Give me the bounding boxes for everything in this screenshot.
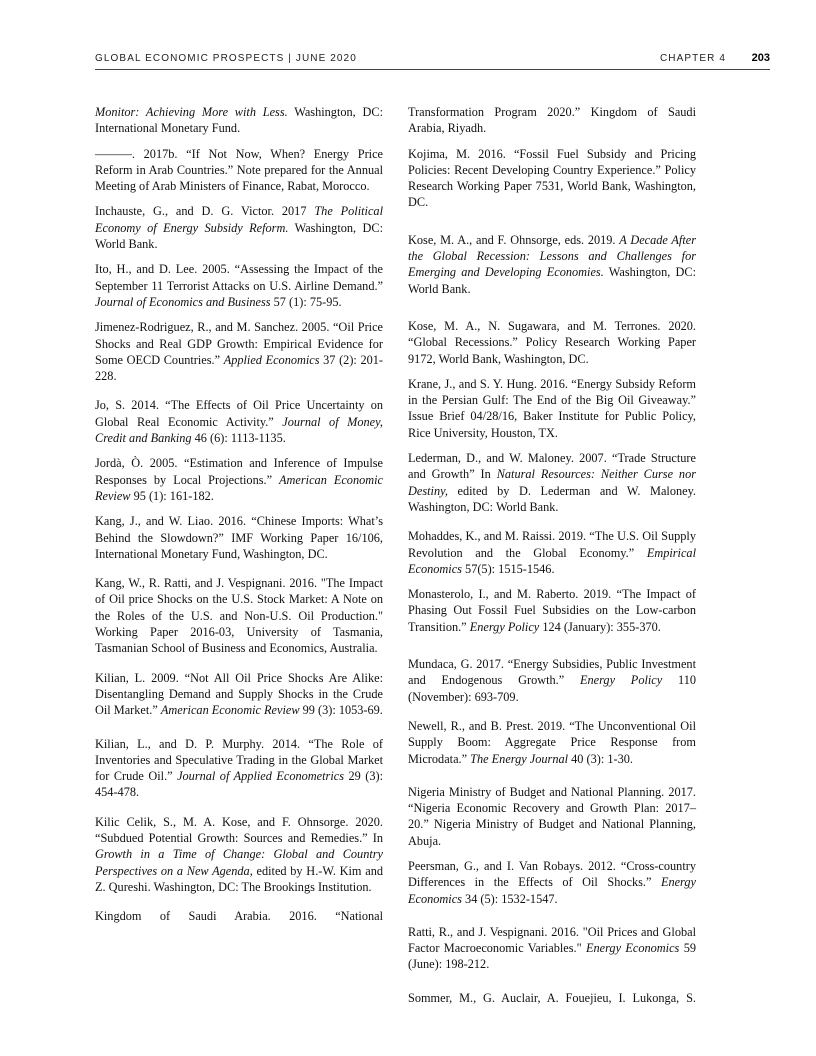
reference-title-italic: Energy Policy bbox=[579, 673, 663, 688]
reference-text: Sommer, M., G. Auclair, A. Fouejieu, I. Lukonga, S. bbox=[408, 990, 696, 1005]
reference-text: Kingdom of Saudi Arabia. 2016. “National bbox=[95, 909, 383, 924]
references-left-column bbox=[95, 95, 383, 924]
reference-text: Ratti, R., and J. Vespignani. 2016. "Oil Prices and Global Factor Macroeconomic Variables." bbox=[408, 924, 696, 956]
reference-entry bbox=[408, 528, 696, 577]
reference-title-italic: American Economic Review bbox=[160, 703, 300, 718]
page-number: 203 bbox=[751, 52, 770, 64]
reference-text: Inchauste, G., and D. G. Victor. 2017 bbox=[95, 204, 315, 219]
reference-text: Washington, DC: World Bank. bbox=[95, 220, 383, 252]
reference-text: Newell, R., and B. Prest. 2019. “The Unconventional Oil Supply Boom: Aggregate Price Response from Microdata.” bbox=[408, 718, 696, 766]
reference-text: 57 (1): 75-95. bbox=[270, 294, 342, 309]
reference-entry bbox=[95, 455, 383, 504]
reference-text: Kilic Celik, S., M. A. Kose, and F. Ohnsorge. 2020. “Subdued Potential Growth: Sources and Remedies.” In bbox=[95, 814, 383, 845]
reference-text: 57(5): 1515-1546. bbox=[461, 561, 555, 576]
reference-title-italic: Journal of Applied Econometrics bbox=[177, 769, 344, 784]
header-rule bbox=[95, 69, 770, 70]
reference-entry bbox=[408, 858, 696, 907]
reference-title-italic: Monitor: Achieving More with Less. bbox=[95, 105, 288, 119]
reference-entry bbox=[408, 784, 696, 849]
reference-entry bbox=[408, 318, 696, 367]
chapter-label: CHAPTER 4 bbox=[659, 53, 726, 64]
reference-entry bbox=[408, 990, 696, 1006]
reference-text: Washington, DC: World Bank. bbox=[408, 265, 696, 296]
reference-entry bbox=[95, 814, 383, 895]
reference-text: edited by H.-W. Kim and Z. Qureshi. Washington, DC: The Brookings Institution. bbox=[95, 863, 383, 894]
reference-text: Mundaca, G. 2017. “Energy Subsidies, Public Investment and Endogenous Growth.” bbox=[408, 657, 696, 688]
reference-entry bbox=[95, 575, 383, 656]
reference-text: 40 (3): 1-30. bbox=[568, 751, 633, 766]
reference-text: 95 (1): 161-182. bbox=[130, 488, 214, 503]
reference-entry bbox=[408, 450, 696, 515]
reference-entry bbox=[95, 908, 383, 924]
reference-text: 99 (3): 1053-69. bbox=[299, 703, 383, 718]
reference-text: Kang, W., R. Ratti, and J. Vespignani. 2016. "The Impact of Oil price Shocks on the U.S. Stock Market: A Note on the Roles of the U.S. and Non-U.S. Oil Production." Working Paper 2016-03, University of Tasmania, Tasmanian School of Business and Economics, Australia. bbox=[95, 576, 383, 656]
reference-text: Kose, M. A., and F. Ohnsorge, eds. 2019. bbox=[408, 232, 620, 247]
reference-text: 110 (November): 693-709. bbox=[408, 673, 696, 704]
reference-title-italic: A Decade After the Global Recession: Lessons and Challenges for Emerging and Developing Economies. bbox=[408, 232, 697, 280]
reference-entry bbox=[95, 736, 383, 801]
reference-title-italic: Applied Economics bbox=[223, 352, 320, 367]
reference-text: 124 (January): 355-370. bbox=[539, 619, 661, 634]
references-right-column bbox=[408, 95, 696, 1006]
reference-entry bbox=[408, 586, 696, 635]
reference-text: Lederman, D., and W. Maloney. 2007. “Trade Structure and Growth” In bbox=[408, 451, 696, 482]
reference-entry bbox=[95, 397, 383, 446]
reference-title-italic: The Energy Journal bbox=[470, 751, 569, 766]
reference-text: Kilian, L. 2009. “Not All Oil Price Shocks Are Alike: Disentangling Demand and Supply Shocks in the Crude Oil Market.” bbox=[95, 670, 383, 718]
reference-title-italic: Journal of Money, Credit and Banking bbox=[95, 414, 383, 446]
reference-text: Transformation Program 2020.” Kingdom of Saudi Arabia, Riyadh. bbox=[408, 105, 696, 136]
reference-text: 37 (2): 201-228. bbox=[95, 352, 383, 384]
reference-text: 34 (5): 1532-1547. bbox=[461, 891, 558, 906]
reference-text: 59 (June): 198-212. bbox=[408, 941, 696, 972]
reference-title-italic: American Economic Review bbox=[95, 472, 383, 503]
reference-text: Jimenez-Rodriguez, R., and M. Sanchez. 2005. “Oil Price Shocks and Real GDP Growth: Empirical Evidence for Some OECD Countries.” bbox=[95, 320, 383, 367]
reference-text: Kojima, M. 2016. “Fossil Fuel Subsidy and Pricing Policies: Recent Developing Country Experience.” Policy Research Working Paper 7531, World Bank, Washington, DC. bbox=[408, 146, 696, 210]
reference-entry bbox=[95, 261, 383, 310]
reference-entry bbox=[408, 376, 696, 441]
reference-text: Krane, J., and S. Y. Hung. 2016. “Energy Subsidy Reform in the Persian Gulf: The End of the Big Oil Giveaway.” Issue Brief 04/28/16, Baker Institute for Public Policy, Rice University, Houston, TX. bbox=[408, 376, 696, 440]
reference-title-italic: Journal of Economics and Business bbox=[95, 294, 271, 309]
reference-title-italic: Energy Policy bbox=[469, 619, 540, 634]
reference-text: Ito, H., and D. Lee. 2005. “Assessing the Impact of the September 11 Terrorist Attacks on U.S. Airline Demand.” bbox=[95, 262, 383, 293]
running-header bbox=[95, 53, 770, 69]
reference-text: Kilian, L., and D. P. Murphy. 2014. “The Role of Inventories and Speculative Trading in the Global Market for Crude Oil.” bbox=[95, 736, 383, 784]
reference-entry bbox=[95, 513, 383, 562]
reference-entry bbox=[95, 203, 383, 252]
reference-title-italic: Natural Resources: Neither Curse nor Destiny, bbox=[408, 467, 697, 498]
reference-entry bbox=[408, 232, 696, 297]
reference-text: Monasterolo, I., and M. Raberto. 2019. “The Impact of Phasing Out Fossil Fuel Subsidies on the Low-carbon Transition.” bbox=[408, 587, 696, 634]
reference-text: Jordà, Ò. 2005. “Estimation and Inference of Impulse Responses by Local Projections.” bbox=[95, 456, 383, 487]
reference-text: Mohaddes, K., and M. Raissi. 2019. “The U.S. Oil Supply Revolution and the Global Economy.” bbox=[408, 529, 696, 560]
reference-entry bbox=[95, 146, 383, 195]
reference-title-italic: Growth in a Time of Change: Global and Country Perspectives on a New Agenda, bbox=[95, 847, 383, 878]
reference-text: 29 (3): 454-478. bbox=[95, 769, 383, 800]
reference-title-italic: Energy Economics bbox=[585, 941, 680, 956]
reference-entry bbox=[408, 104, 696, 137]
reference-text: ———. 2017b. “If Not Now, When? Energy Price Reform in Arab Countries.” Note prepared for the Annual Meeting of Arab Ministers of Finance, Rabat, Morocco. bbox=[95, 146, 383, 194]
reference-entry bbox=[408, 924, 696, 973]
reference-entry bbox=[95, 104, 383, 137]
reference-entry bbox=[95, 670, 383, 719]
reference-entry bbox=[408, 656, 696, 705]
reference-text: Jo, S. 2014. “The Effects of Oil Price Uncertainty on Global Real Economic Activity.” bbox=[95, 398, 383, 429]
reference-title-italic: Energy Economics bbox=[408, 875, 696, 906]
reference-text: Kose, M. A., N. Sugawara, and M. Terrones. 2020. “Global Recessions.” Policy Research Working Paper 9172, World Bank, Washington, DC. bbox=[408, 318, 696, 366]
reference-entry bbox=[408, 718, 696, 767]
reference-text: edited by D. Lederman and W. Maloney. Washington, DC: World Bank. bbox=[408, 483, 696, 514]
reference-title-italic: The Political Economy of Energy Subsidy Reform. bbox=[95, 204, 383, 235]
reference-text: Nigeria Ministry of Budget and National Planning. 2017. “Nigeria Economic Recovery and Growth Plan: 2017–20.” Nigeria Ministry of Budget and National Planning, Abuja. bbox=[408, 784, 696, 848]
publication-title: GLOBAL ECONOMIC PROSPECTS | JUNE 2020 bbox=[95, 53, 357, 64]
reference-entry bbox=[408, 146, 696, 211]
reference-text: Peersman, G., and I. Van Robays. 2012. “Cross-country Differences in the Effects of Oil Shocks.” bbox=[408, 858, 696, 890]
reference-text: Kang, J., and W. Liao. 2016. “Chinese Imports: What’s Behind the Slowdown?” IMF Working Paper 16/106, International Monetary Fund, Washington, DC. bbox=[95, 514, 383, 561]
reference-text: Washington, DC: International Monetary Fund. bbox=[95, 105, 383, 136]
reference-entry bbox=[95, 319, 383, 384]
reference-text: 46 (6): 1113-1135. bbox=[191, 431, 286, 446]
reference-title-italic: Empirical Economics bbox=[408, 545, 696, 576]
